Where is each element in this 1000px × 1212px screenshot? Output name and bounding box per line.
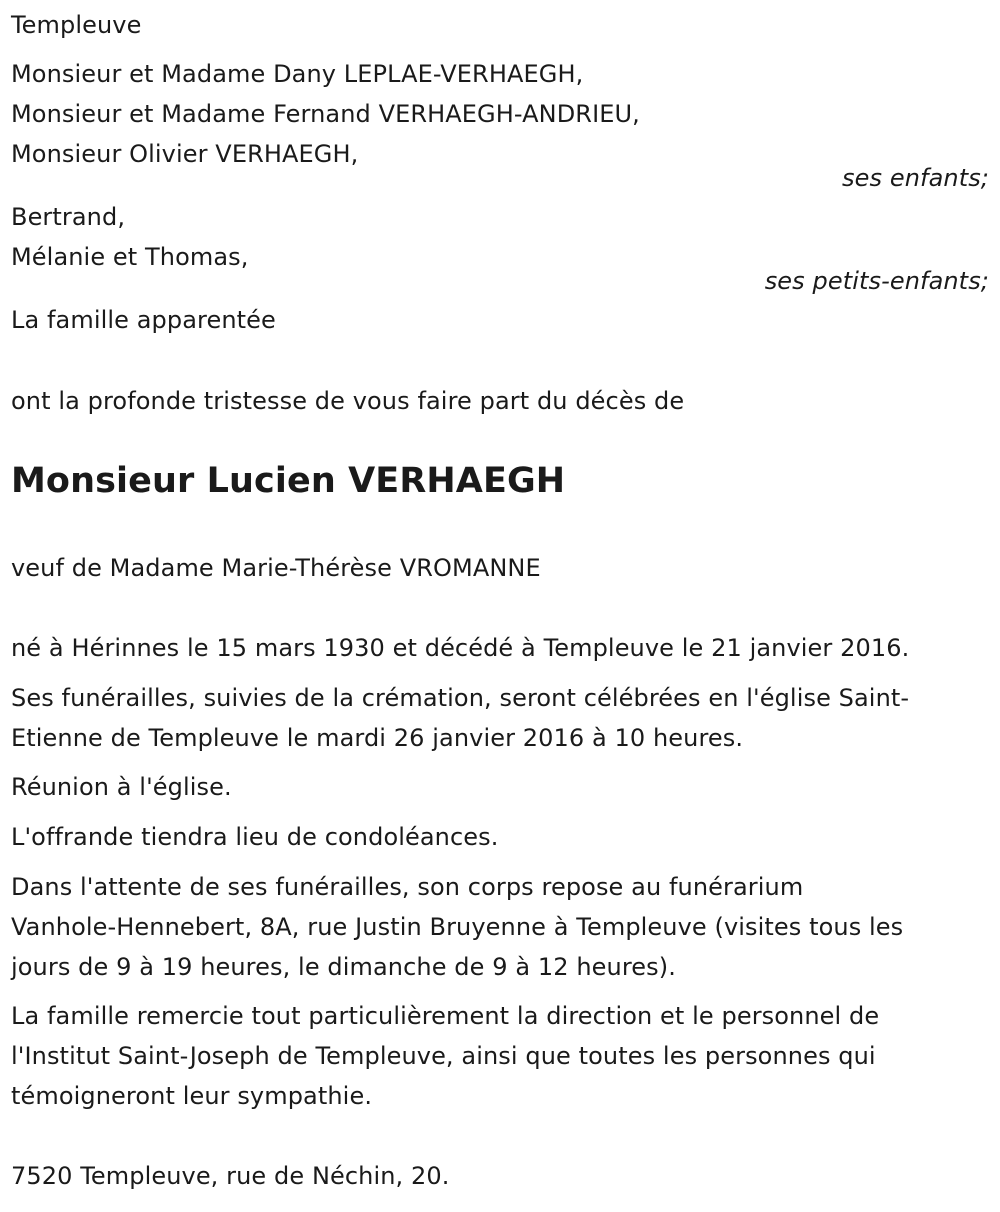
thanks-line-2: l'Institut Saint-Joseph de Templeuve, ainsi que toutes les personnes qui	[11, 1042, 876, 1070]
family-line: La famille apparentée	[11, 306, 276, 334]
funeral-line-2: Etienne de Templeuve le mardi 26 janvier 2016 à 10 heures.	[11, 724, 744, 752]
address-line: 7520 Templeuve, rue de Néchin, 20.	[11, 1162, 450, 1190]
funeral-line-1: Ses funérailles, suivies de la crémation, seront célébrées en l'église Saint-	[11, 684, 910, 712]
meeting-line: Réunion à l'église.	[11, 773, 232, 801]
announcement-text: ont la profonde tristesse de vous faire part du décès de	[11, 387, 685, 415]
grandchild-line-1: Bertrand,	[11, 203, 126, 231]
birth-death-line: né à Hérinnes le 15 mars 1930 et décédé à Templeuve le 21 janvier 2016.	[11, 634, 910, 662]
repose-line-3: jours de 9 à 19 heures, le dimanche de 9 à 12 heures).	[11, 953, 676, 981]
thanks-line-1: La famille remercie tout particulièrement la direction et le personnel de	[11, 1002, 880, 1030]
child-line-1: Monsieur et Madame Dany LEPLAE-VERHAEGH,	[11, 60, 584, 88]
widower-line: veuf de Madame Marie-Thérèse VROMANNE	[11, 554, 541, 582]
offering-line: L'offrande tiendra lieu de condoléances.	[11, 823, 499, 851]
deceased-name: Monsieur Lucien VERHAEGH	[11, 461, 566, 501]
child-line-2: Monsieur et Madame Fernand VERHAEGH-ANDRIEU,	[11, 100, 640, 128]
grandchildren-label: ses petits-enfants;	[764, 267, 989, 295]
thanks-line-3: témoigneront leur sympathie.	[11, 1082, 373, 1110]
repose-line-1: Dans l'attente de ses funérailles, son corps repose au funérarium	[11, 873, 804, 901]
place-heading: Templeuve	[11, 11, 142, 39]
child-line-3: Monsieur Olivier VERHAEGH,	[11, 140, 359, 168]
repose-line-2: Vanhole-Hennebert, 8A, rue Justin Bruyenne à Templeuve (visites tous les	[11, 913, 904, 941]
children-label: ses enfants;	[842, 164, 989, 192]
grandchild-line-2: Mélanie et Thomas,	[11, 243, 249, 271]
